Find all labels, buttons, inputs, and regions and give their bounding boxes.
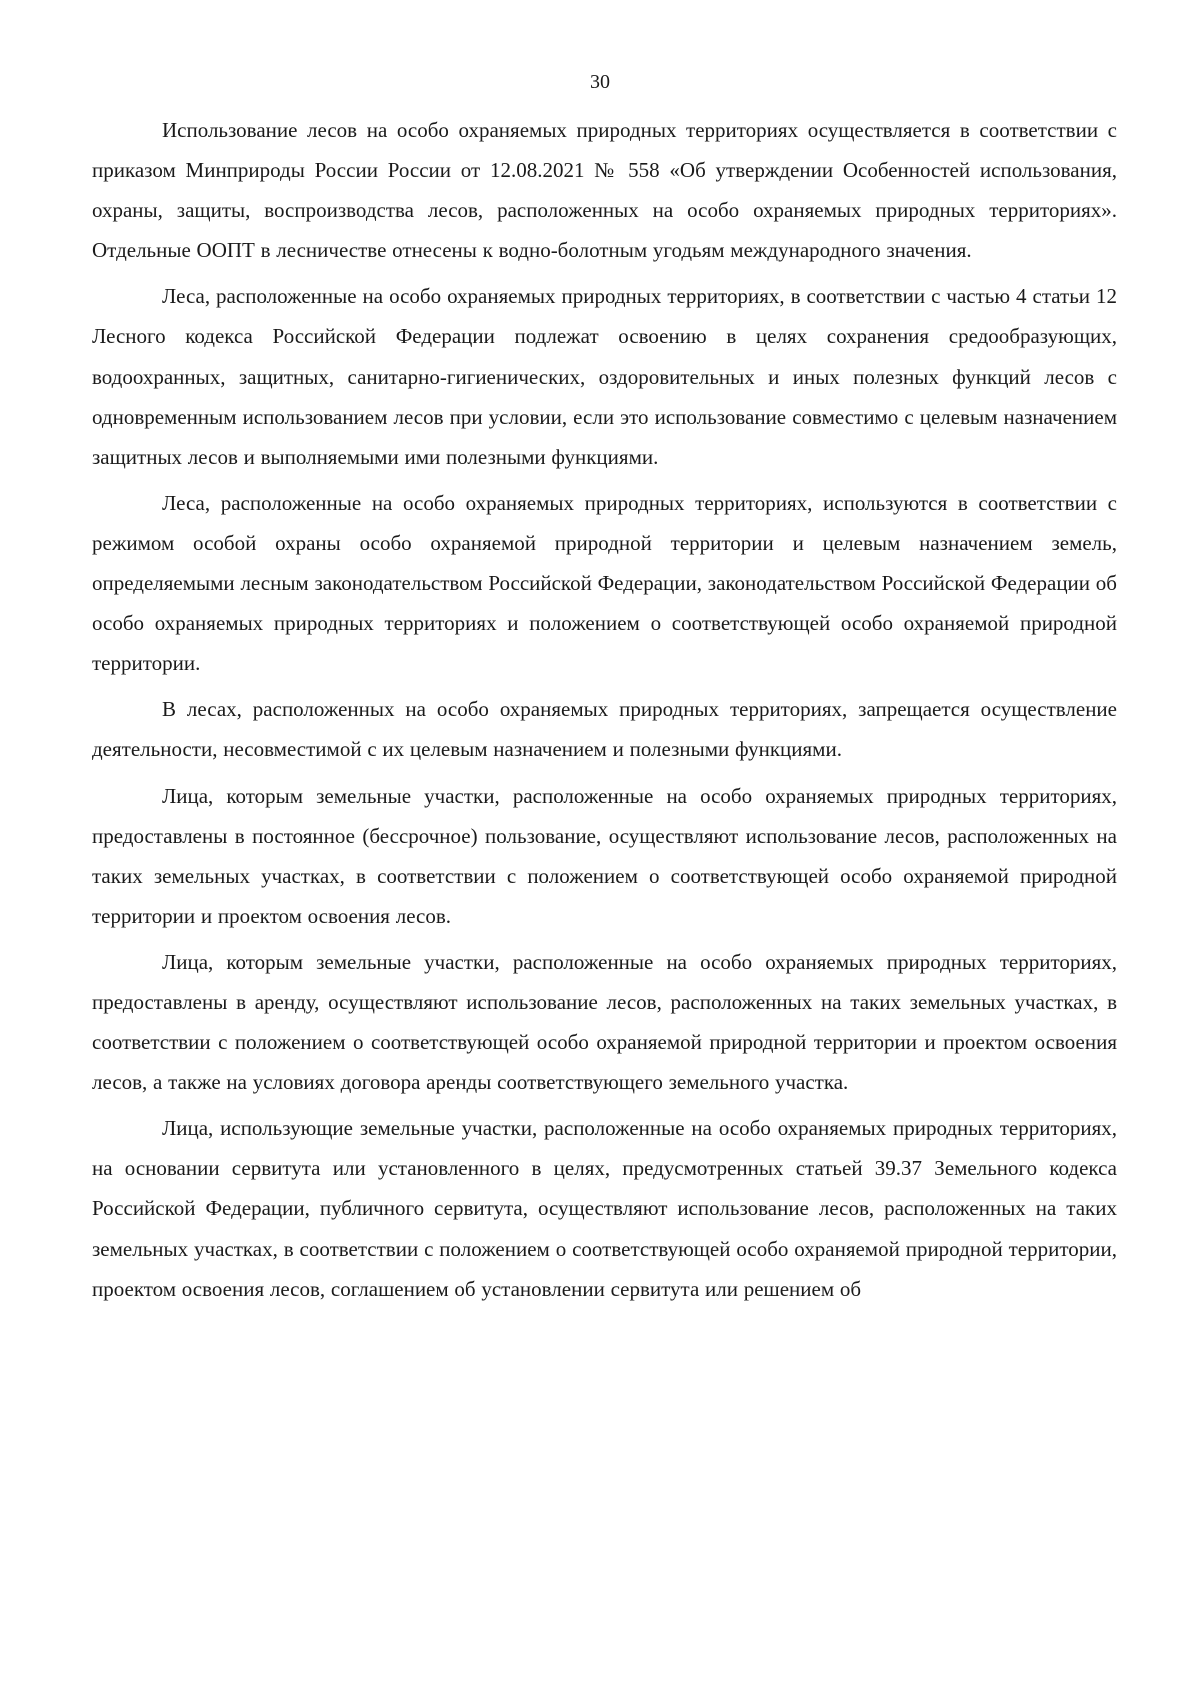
paragraph: Использование лесов на особо охраняемых природных территориях осуществляется в соответствии с приказом Минприроды России России от 12.08.2021 № 558 «Об утверждении Особенностей использования, охраны, защиты, воспроизводства лесов, расположенных на особо охраняемых природных территориях». Отдельные ООПТ в лесничестве отнесены к водно-болотным угодьям международного значения. xyxy=(92,118,1117,263)
paragraph: В лесах, расположенных на особо охраняемых природных территориях, запрещается осуществление деятельности, несовместимой с их целевым назначением и полезными функциями. xyxy=(92,697,1117,762)
paragraph: Лица, которым земельные участки, расположенные на особо охраняемых природных территориях, предоставлены в аренду, осуществляют использование лесов, расположенных на таких земельных участках, в соответствии с положением о соответствующей особо охраняемой природной территории и проектом освоения лесов, а также на условиях договора аренды соответствующего земельного участка. xyxy=(92,949,1117,1095)
paragraph: Леса, расположенные на особо охраняемых природных территориях, используются в соответствии с режимом особой охраны особо охраняемой природной территории и целевым назначением земель, определяемыми лесным законодательством Российской Федерации, законодательством Российской Федерации об особо охраняемых природных территориях и положением о соответствующей особо охраняемой природной территории. xyxy=(92,490,1117,676)
paragraph: Лица, использующие земельные участки, расположенные на особо охраняемых природных территориях, на основании сервитута или установленного в целях, предусмотренных статьей 39.37 Земельного кодекса Российской Федерации, публичного сервитута, осуществляют использование лесов, расположенных на таких земельных участках, в соответствии с положением о соответствующей особо охраняемой природной территории, проектом освоения лесов, соглашением об установлении сервитута или решением об xyxy=(92,1116,1117,1301)
paragraph: Лица, которым земельные участки, расположенные на особо охраняемых природных территориях, предоставлены в постоянное (бессрочное) пользование, осуществляют использование лесов, расположенных на таких земельных участках, в соответствии с положением о соответствующей особо охраняемой природной территории и проектом освоения лесов. xyxy=(92,783,1117,928)
paragraph: Леса, расположенные на особо охраняемых природных территориях, в соответствии с частью 4 статьи 12 Лесного кодекса Российской Федерации подлежат освоению в целях сохранения средообразующих, водоохранных, защитных, санитарно-гигиенических, оздоровительных и иных полезных функций лесов с одновременным использованием лесов при условии, если это использование совместимо с целевым назначением защитных лесов и выполняемыми ими полезными функциями. xyxy=(92,284,1117,469)
document-body xyxy=(92,110,1117,1315)
page-number: 30 xyxy=(590,71,610,93)
